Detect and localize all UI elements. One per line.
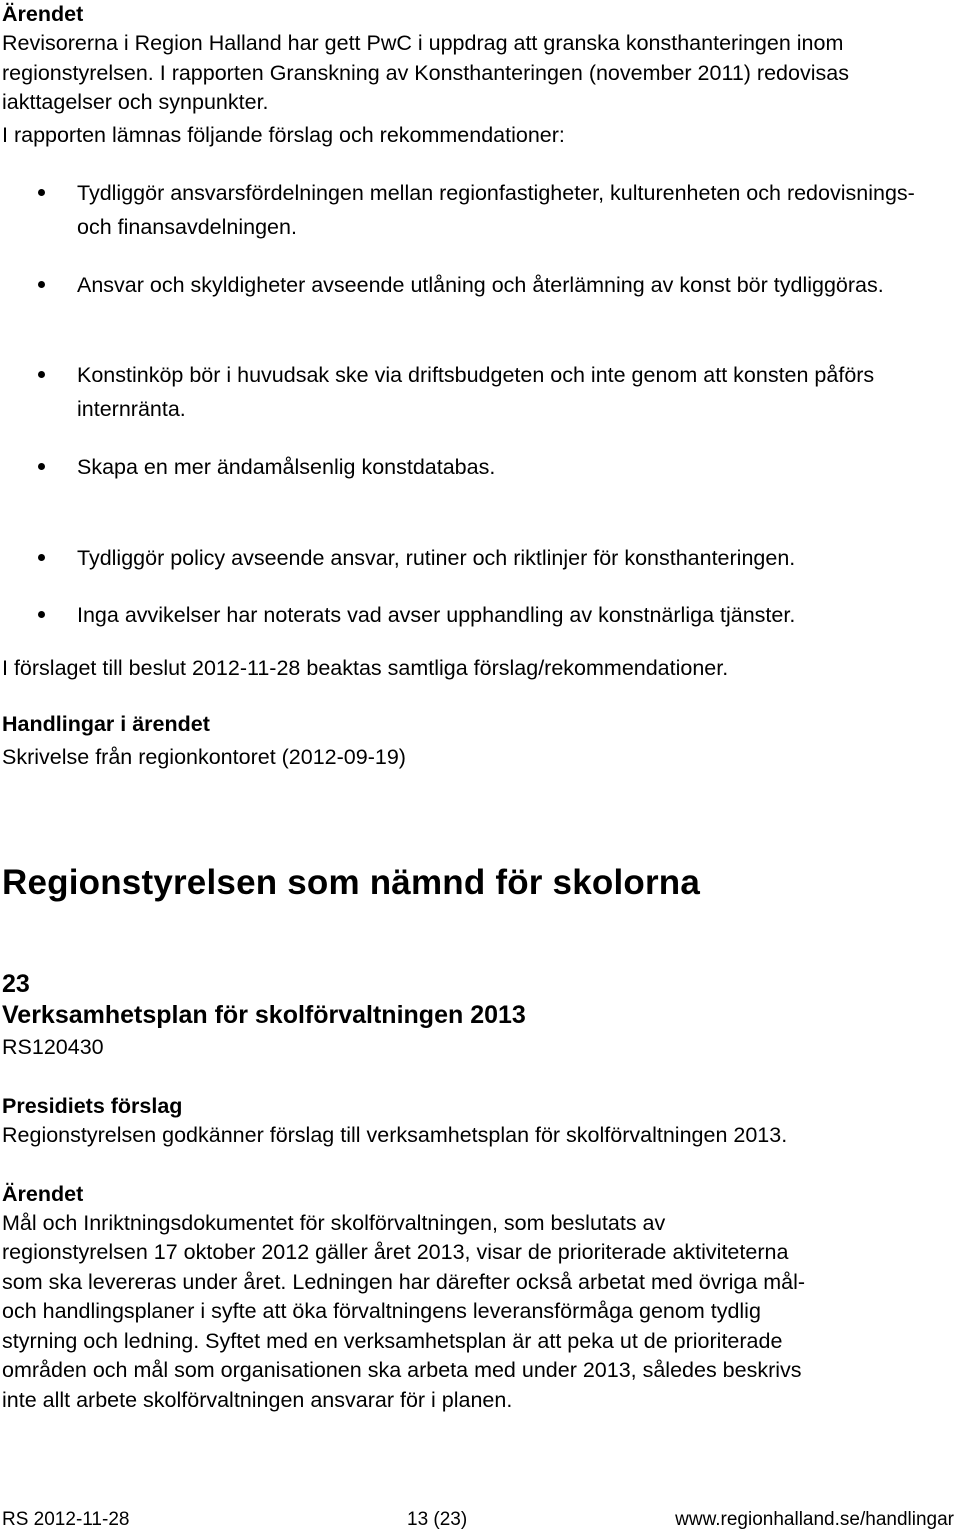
matter-line: inte allt arbete skolförvaltningen ansvarar för i planen. <box>2 1388 513 1412</box>
bullet-icon <box>38 189 45 196</box>
matter-line: regionstyrelsen 17 oktober 2012 gäller året 2013, visar de prioriterade aktiviteterna <box>2 1240 789 1264</box>
list-item <box>0 358 954 426</box>
footer-date: RS 2012-11-28 <box>2 1509 130 1530</box>
list-item-text: Tydliggör ansvarsfördelningen mellan regionfastigheter, kulturenheten och redovisnings- och finansavdelningen. <box>77 181 915 239</box>
committee-title: Regionstyrelsen som nämnd för skolorna <box>2 863 701 902</box>
list-item-text: Ansvar och skyldigheter avseende utlåning och återlämning av konst bör tydliggöras. <box>77 273 884 297</box>
list-item-text: Konstinköp bör i huvudsak ske via driftsbudgeten och inte genom att konsten påförs internränta. <box>77 363 875 421</box>
footer-page-number: 13 (23) <box>407 1509 468 1530</box>
handlingar-heading: Handlingar i ärendet <box>2 712 210 736</box>
list-item <box>0 450 954 484</box>
list-item-text: Inga avvikelser har noterats vad avser upphandling av konstnärliga tjänster. <box>77 603 796 627</box>
matter-heading: Ärendet <box>2 1182 84 1206</box>
reference-number: RS120430 <box>2 1035 104 1059</box>
list-item <box>0 268 954 302</box>
footer-website-link[interactable]: www.regionhalland.se/handlingar <box>675 1509 954 1530</box>
recommendations-intro: I rapporten lämnas följande förslag och rekommendationer: <box>2 123 565 147</box>
item-number: 23 <box>2 970 30 998</box>
conclusion-text: I förslaget till beslut 2012-11-28 beaktas samtliga förslag/rekommendationer. <box>2 656 729 680</box>
matter-line: områden och mål som organisationen ska arbeta med under 2013, således beskrivs <box>2 1358 802 1382</box>
bullet-icon <box>38 371 45 378</box>
bullet-icon <box>38 463 45 470</box>
matter-line: som ska levereras under året. Ledningen har därefter också arbetat med övriga mål- <box>2 1270 806 1294</box>
handlingar-text: Skrivelse från regionkontoret (2012-09-19) <box>2 745 406 769</box>
section-paragraph: Revisorerna i Region Halland har gett PwC i uppdrag att granska konsthanteringen inom regionstyrelsen. I rapporten Granskning av Konsthanteringen (november 2011) redovisas iakttagelser och synpunkter. <box>2 31 849 114</box>
section-heading-arendet: Ärendet <box>2 2 84 26</box>
bullet-icon <box>38 611 45 618</box>
list-item-text: Tydliggör policy avseende ansvar, rutiner och riktlinjer för konsthanteringen. <box>77 546 796 570</box>
matter-line: styrning och ledning. Syftet med en verksamhetsplan är att peka ut de prioriterade <box>2 1329 783 1353</box>
list-item-text: Skapa en mer ändamålsenlig konstdatabas. <box>77 455 496 479</box>
proposal-text: Regionstyrelsen godkänner förslag till verksamhetsplan för skolförvaltningen 2013. <box>2 1123 788 1147</box>
list-item <box>0 598 954 632</box>
bullet-icon <box>38 554 45 561</box>
matter-line: och handlingsplaner i syfte att öka förvaltningens leveransförmåga genom tydlig <box>2 1299 761 1323</box>
item-title: Verksamhetsplan för skolförvaltningen 2013 <box>2 1001 526 1029</box>
list-item <box>0 176 954 244</box>
proposal-heading: Presidiets förslag <box>2 1094 183 1118</box>
bullet-icon <box>38 281 45 288</box>
list-item <box>0 541 954 575</box>
matter-line: Mål och Inriktningsdokumentet för skolförvaltningen, som beslutats av <box>2 1211 666 1235</box>
